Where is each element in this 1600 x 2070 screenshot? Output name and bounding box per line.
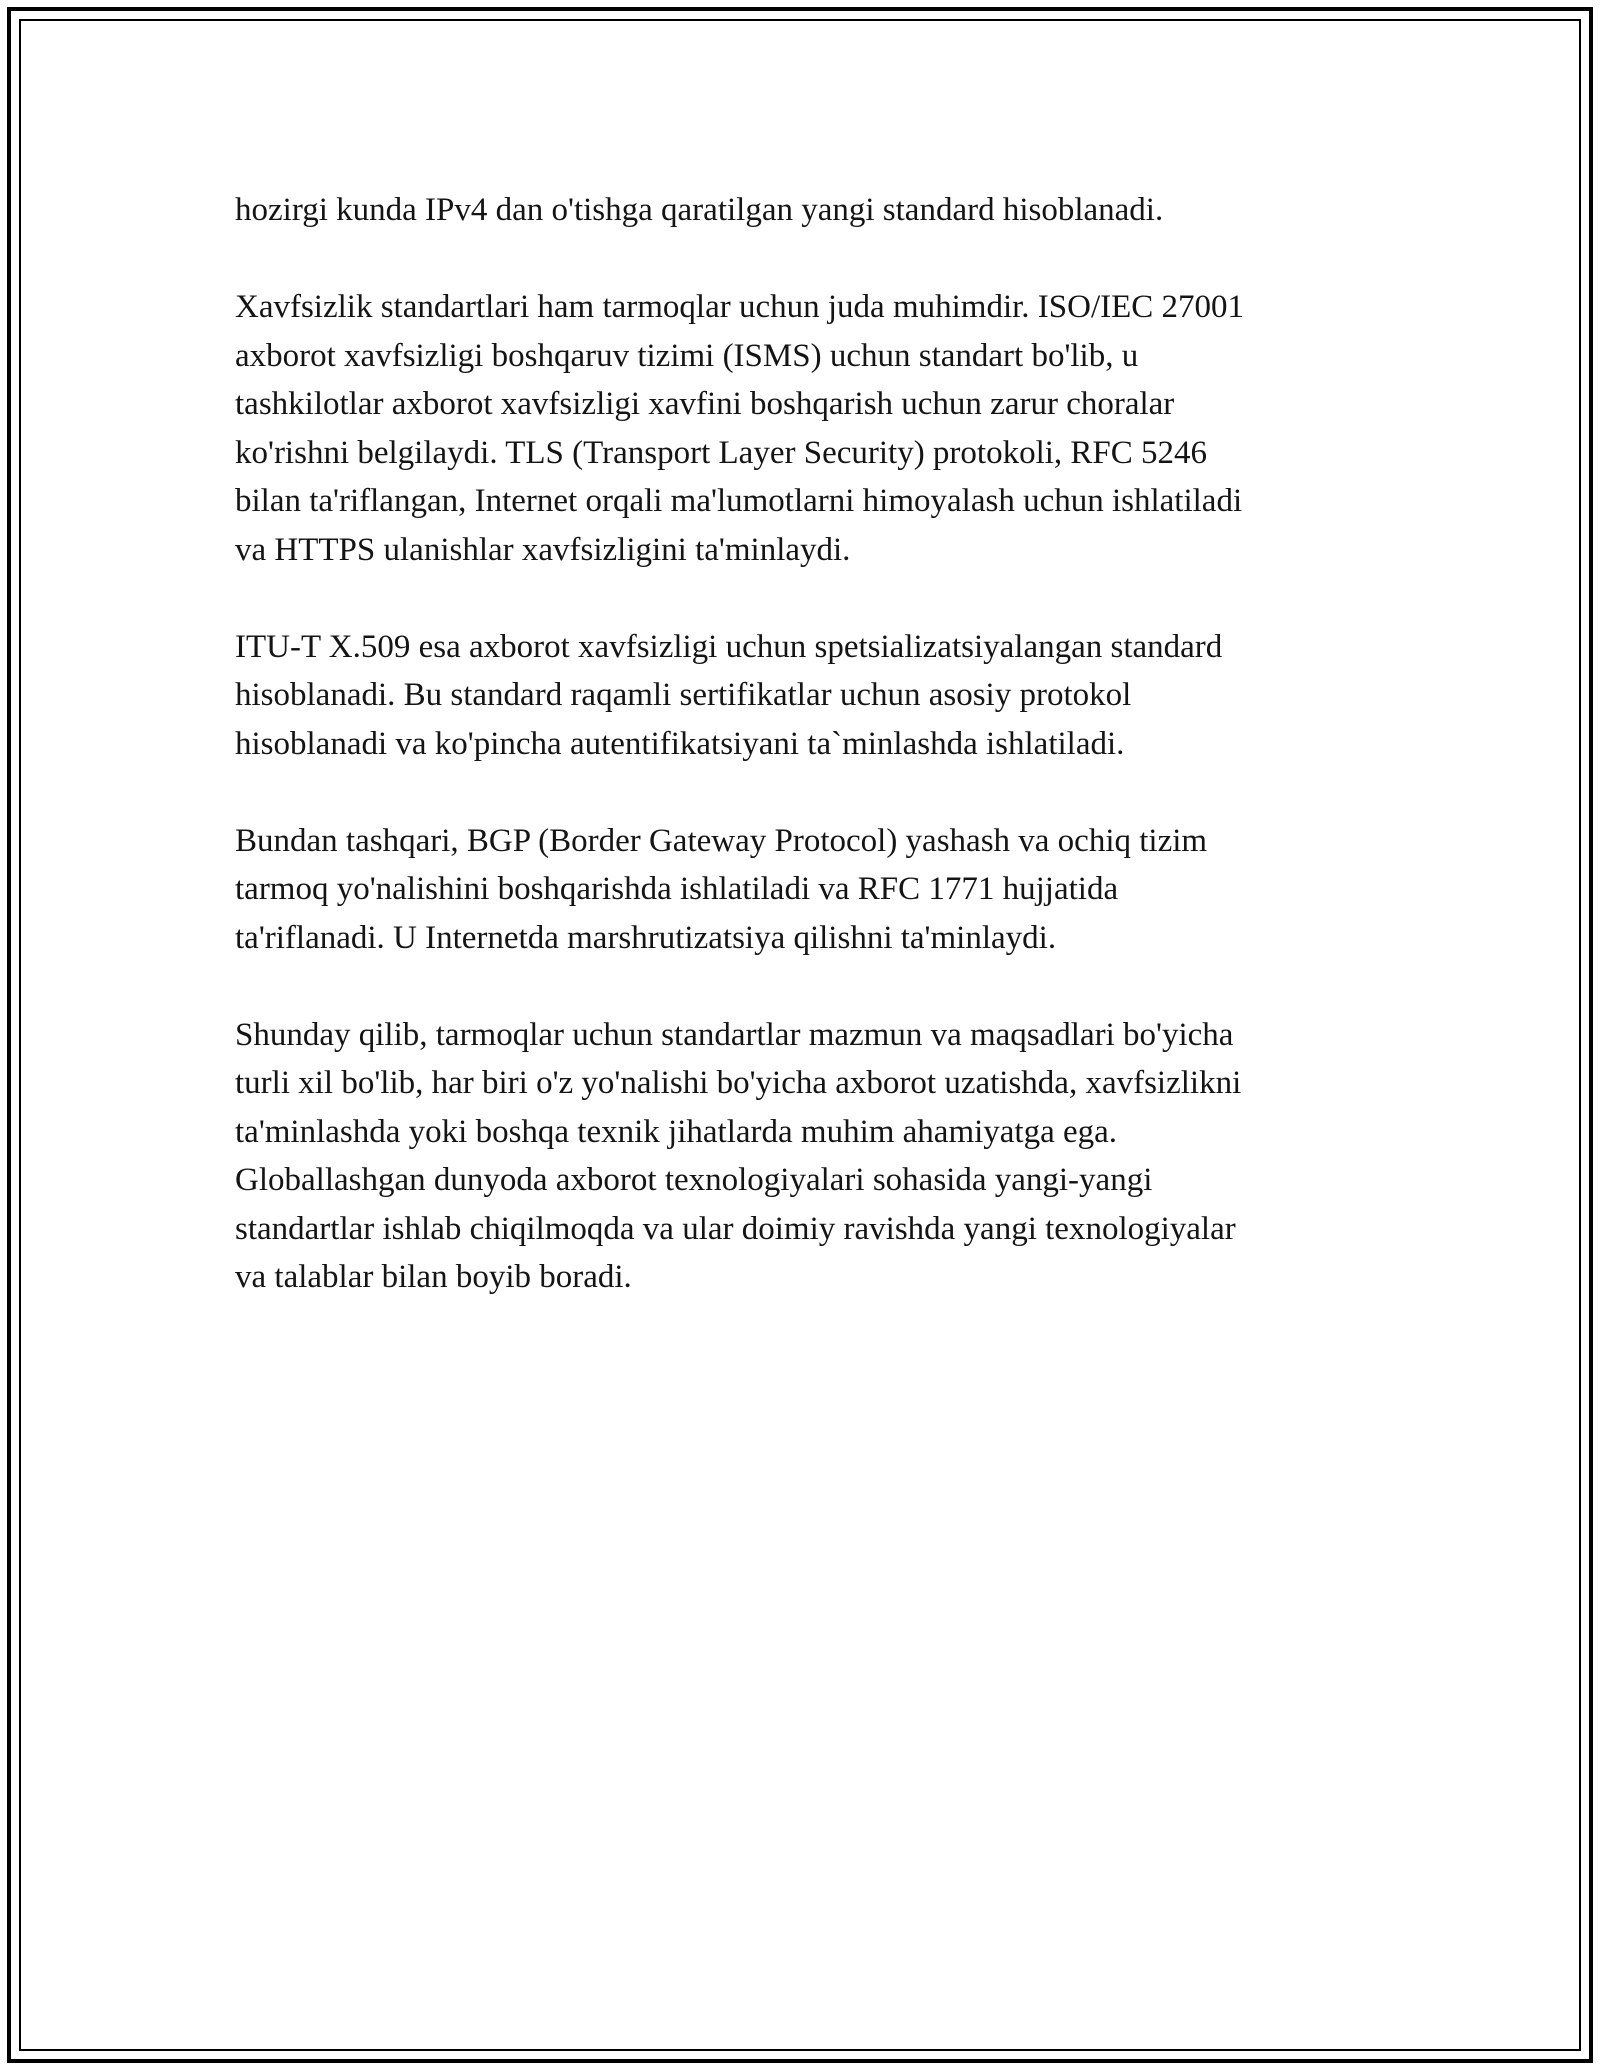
text-line: va talablar bilan boyib boradi. [235, 1259, 632, 1295]
text-line: axborot xavfsizligi boshqaruv tizimi (ISMS) uchun standart bo'lib, u [235, 337, 1139, 374]
text-line: ta'minlashda yoki boshqa texnik jihatlarda muhim ahamiyatga ega. [235, 1113, 1118, 1150]
text-line: tashkilotlar axborot xavfsizligi xavfini boshqarish uchun zarur choralar [235, 386, 1175, 422]
text-line: tarmoq yo'nalishini boshqarishda ishlatiladi va RFC 1771 hujjatida [235, 871, 1119, 907]
text-line: ko'rishni belgilaydi. TLS (Transport Layer Security) protokoli, RFC 5246 [235, 434, 1208, 471]
paragraph-ipv6-intro [235, 186, 1395, 235]
text-line: Bundan tashqari, BGP (Border Gateway Protocol) yashash va ochiq tizim [235, 822, 1208, 859]
text-line: ITU-T X.509 esa axborot xavfsizligi uchun spetsializatsiyalangan standard [235, 628, 1223, 665]
text-line: bilan ta'riflangan, Internet orqali ma'lumotlarni himoyalash uchun ishlatiladi [235, 483, 1243, 519]
text-line: Xavfsizlik standartlari ham tarmoqlar uchun juda muhimdir. ISO/IEC 27001 [235, 289, 1245, 325]
text-line: hozirgi kunda IPv4 dan o'tishga qaratilgan yangi standard hisoblanadi. [235, 192, 1164, 228]
text-line: Shunday qilib, tarmoqlar uchun standartlar mazmun va maqsadlari bo'yicha [235, 1016, 1234, 1053]
text-line: va HTTPS ulanishlar xavfsizligini ta'minlaydi. [235, 531, 851, 568]
text-line: turli xil bo'lib, har biri o'z yo'nalishi bo'yicha axborot uzatishda, xavfsizlikni [235, 1065, 1242, 1101]
paragraph-conclusion [235, 1011, 1395, 1302]
paragraph-bgp [235, 817, 1395, 963]
paragraph-x509 [235, 623, 1395, 769]
text-line: hisoblanadi va ko'pincha autentifikatsiyani ta`minlashda ishlatiladi. [235, 725, 1125, 762]
document-body [235, 186, 1395, 1350]
text-line: ta'riflanadi. U Internetda marshrutizatsiya qilishni ta'minlaydi. [235, 919, 1057, 956]
paragraph-security-standards [235, 283, 1395, 574]
text-line: Globallashgan dunyoda axborot texnologiyalari sohasida yangi-yangi [235, 1162, 1153, 1198]
text-line: standartlar ishlab chiqilmoqda va ular doimiy ravishda yangi texnologiyalar [235, 1210, 1236, 1247]
text-line: hisoblanadi. Bu standard raqamli sertifikatlar uchun asosiy protokol [235, 677, 1132, 713]
